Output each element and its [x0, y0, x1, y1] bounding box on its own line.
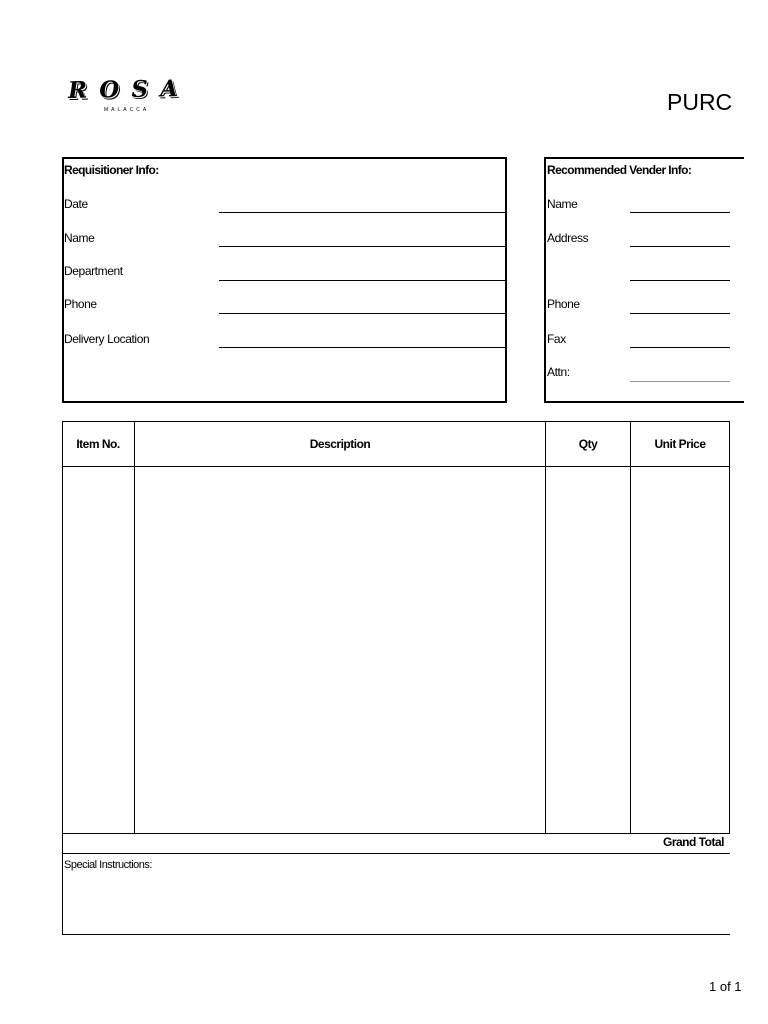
- vendor-attn-line[interactable]: [630, 381, 730, 382]
- req-name-label: Name: [64, 231, 95, 245]
- req-date-line[interactable]: [219, 212, 505, 213]
- vendor-name-label: Name: [547, 197, 578, 211]
- grand-total-label: Grand Total: [663, 835, 724, 849]
- column-divider-description: [545, 421, 546, 834]
- column-header-item-no: Item No.: [76, 437, 120, 451]
- rosa-logo: [65, 74, 193, 116]
- table-bottom-border: [62, 934, 730, 935]
- table-right-border: [729, 421, 730, 834]
- column-divider-qty: [630, 421, 631, 834]
- page-number: 1 of 1: [709, 979, 742, 994]
- vendor-name-line[interactable]: [630, 212, 730, 213]
- column-header-description: Description: [309, 437, 371, 451]
- req-name-line[interactable]: [219, 246, 505, 247]
- vendor-fax-label: Fax: [547, 332, 566, 346]
- logo-wordmark: ROSA: [65, 74, 192, 105]
- column-header-unit-price: Unit Price: [654, 437, 706, 451]
- req-department-label: Department: [64, 264, 123, 278]
- req-phone-label: Phone: [64, 297, 97, 311]
- req-phone-line[interactable]: [219, 313, 505, 314]
- req-delivery-location-label: Delivery Location: [64, 332, 150, 346]
- vendor-address-line-2[interactable]: [630, 280, 730, 281]
- grand-total-top-border: [62, 833, 730, 834]
- vendor-phone-line[interactable]: [630, 313, 730, 314]
- req-date-label: Date: [64, 197, 88, 211]
- description-cells[interactable]: [135, 467, 545, 833]
- vendor-phone-label: Phone: [547, 297, 580, 311]
- vendor-address-label: Address: [547, 231, 589, 245]
- vendor-attn-label: Attn:: [547, 365, 570, 379]
- table-left-border: [62, 421, 63, 935]
- special-instructions-label: Special Instructions:: [64, 859, 152, 871]
- req-delivery-location-line[interactable]: [219, 347, 505, 348]
- logo-subtitle: MALACCA: [104, 107, 150, 113]
- requisitioner-heading: Requisitioner Info:: [64, 163, 159, 177]
- document-title: PURC: [667, 89, 733, 115]
- special-instructions-field[interactable]: [63, 874, 729, 932]
- vendor-heading: Recommended Vender Info:: [547, 163, 692, 177]
- vendor-address-line[interactable]: [630, 246, 730, 247]
- special-instructions-top-border: [62, 853, 730, 854]
- vendor-fax-line[interactable]: [630, 347, 730, 348]
- req-department-line[interactable]: [219, 280, 505, 281]
- column-header-qty: Qty: [578, 437, 598, 451]
